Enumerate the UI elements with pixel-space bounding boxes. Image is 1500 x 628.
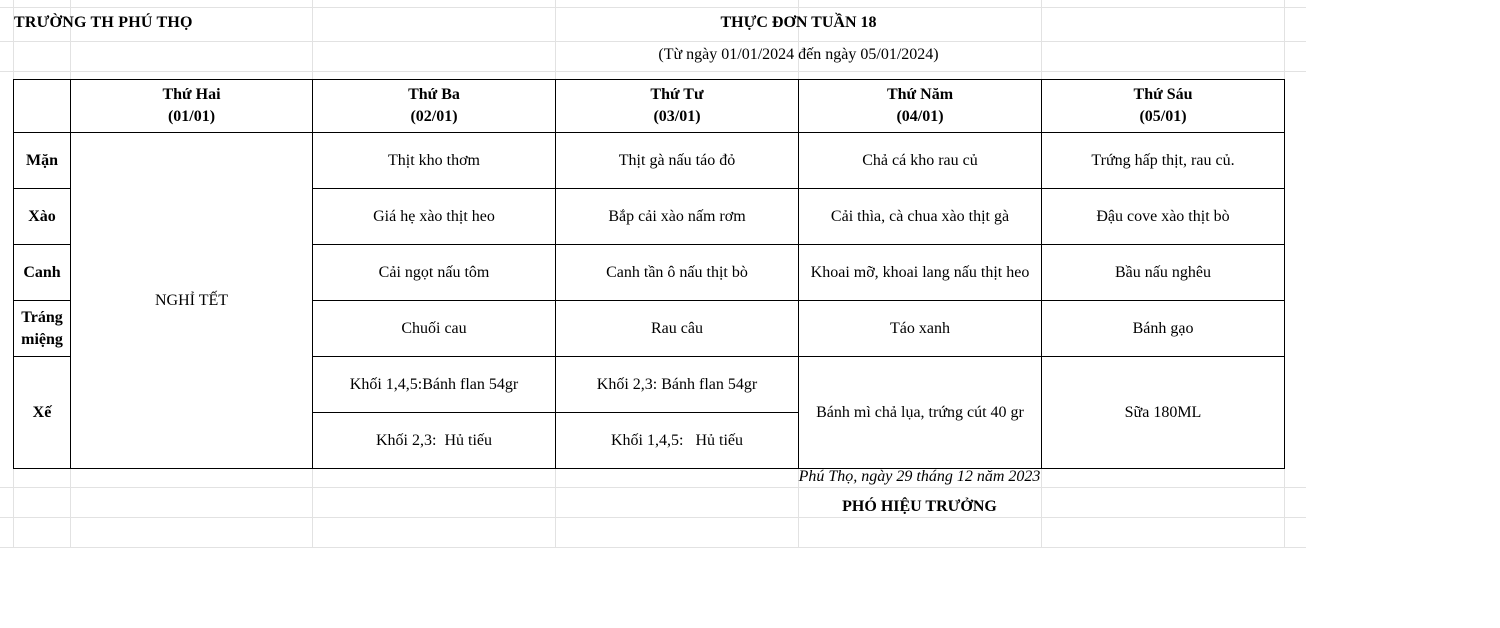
cell-thu-xe: Bánh mì chả lụa, trứng cút 40 gr — [799, 357, 1042, 469]
corner-cell — [14, 80, 71, 133]
cell-fri-xe: Sữa 180ML — [1042, 357, 1285, 469]
row-label-xe: Xế — [14, 357, 71, 469]
date-range: (Từ ngày 01/01/2024 đến ngày 05/01/2024) — [658, 46, 939, 63]
day-name: Thứ Hai — [162, 86, 221, 103]
cell-thu-canh: Khoai mỡ, khoai lang nấu thịt heo — [799, 245, 1042, 301]
day-date: (04/01) — [896, 108, 944, 125]
cell-tue-canh: Cải ngọt nấu tôm — [313, 245, 556, 301]
day-name: Thứ Sáu — [1133, 86, 1193, 103]
day-date: (03/01) — [653, 108, 701, 125]
cell-tue-xao: Giá hẹ xào thịt heo — [313, 189, 556, 245]
cell-tue-man: Thịt kho thơm — [313, 133, 556, 189]
cell-fri-xao: Đậu cove xào thịt bò — [1042, 189, 1285, 245]
day-header-tue — [313, 80, 556, 133]
day-header-wed — [556, 80, 799, 133]
day-header-fri — [1042, 80, 1285, 133]
cell-thu-xao: Cải thìa, cà chua xào thịt gà — [799, 189, 1042, 245]
row-label-xao: Xào — [14, 189, 71, 245]
row-label-trang-mieng — [14, 301, 71, 357]
cell-wed-xao: Bắp cải xào nấm rơm — [556, 189, 799, 245]
day-date: (02/01) — [410, 108, 458, 125]
row-label-line: miệng — [21, 330, 63, 348]
cell-wed-man: Thịt gà nấu táo đỏ — [556, 133, 799, 189]
row-label-man: Mặn — [14, 133, 71, 189]
day-header-mon — [71, 80, 313, 133]
school-name: TRƯỜNG TH PHÚ THỌ — [14, 14, 193, 31]
cell-fri-man: Trứng hấp thịt, rau củ. — [1042, 133, 1285, 189]
row-label-canh: Canh — [14, 245, 71, 301]
day-header-thu — [799, 80, 1042, 133]
sign-place-date: Phú Thọ, ngày 29 tháng 12 năm 2023 — [798, 468, 1041, 485]
menu-title: THỰC ĐƠN TUẦN 18 — [720, 14, 877, 31]
signer-title: PHÓ HIỆU TRƯỞNG — [842, 498, 997, 515]
table-row-man — [14, 133, 1285, 189]
day-name: Thứ Ba — [408, 86, 460, 103]
cell-tue-xe-2: Khối 2,3: Hủ tiếu — [313, 413, 556, 469]
day-date: (01/01) — [167, 108, 216, 125]
cell-thu-man: Chả cá kho rau củ — [799, 133, 1042, 189]
cell-fri-canh: Bầu nấu nghêu — [1042, 245, 1285, 301]
cell-wed-canh: Canh tần ô nấu thịt bò — [556, 245, 799, 301]
holiday-cell: NGHỈ TẾT — [71, 133, 313, 469]
day-date: (05/01) — [1139, 108, 1187, 125]
table-header-row — [14, 80, 1285, 133]
cell-tue-xe-1: Khối 1,4,5:Bánh flan 54gr — [313, 357, 556, 413]
cell-wed-xe-1: Khối 2,3: Bánh flan 54gr — [556, 357, 799, 413]
cell-fri-trang-mieng: Bánh gạo — [1042, 301, 1285, 357]
day-name: Thứ Năm — [886, 86, 954, 103]
cell-wed-xe-2: Khối 1,4,5: Hủ tiếu — [556, 413, 799, 469]
cell-wed-trang-mieng: Rau câu — [556, 301, 799, 357]
cell-thu-trang-mieng: Táo xanh — [799, 301, 1042, 357]
weekly-menu-table — [13, 79, 1285, 469]
row-label-line: Tráng — [21, 308, 63, 326]
day-name: Thứ Tư — [650, 86, 704, 103]
cell-tue-trang-mieng: Chuối cau — [313, 301, 556, 357]
